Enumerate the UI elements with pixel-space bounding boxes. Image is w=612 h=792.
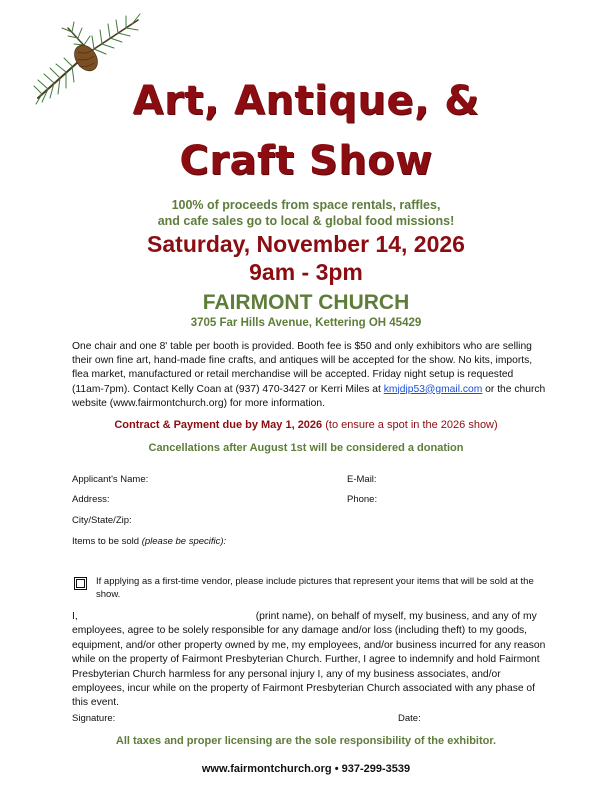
applicant-name-label: Applicant's Name: <box>72 474 149 485</box>
first-time-vendor-text: If applying as a first-time vendor, please include pictures that represent your items that will be sold at the show. <box>96 576 534 600</box>
contract-deadline-bold: Contract & Payment due by May 1, 2026 <box>114 419 323 431</box>
items-label-text: Items to be sold <box>72 536 142 547</box>
contract-deadline-note: (to ensure a spot in the 2026 show) <box>322 419 498 431</box>
church-address: 3705 Far Hills Avenue, Kettering OH 45429 <box>190 317 422 329</box>
title-line-1: Art, Antique, & <box>132 78 480 124</box>
intro-text-end: or the church website (www.fairmontchurch.org) for more information. <box>72 383 546 409</box>
proceeds-line-1: 100% of proceeds from space rentals, raffles, <box>171 198 441 212</box>
footer-contact: www.fairmontchurch.org • 937-299-3539 <box>201 763 411 775</box>
city-state-zip-label: City/State/Zip: <box>72 515 132 526</box>
date-label: Date: <box>398 713 421 724</box>
proceeds-line-2: and cafe sales go to local & global food missions! <box>157 214 455 228</box>
email-link[interactable]: kmjdjp53@gmail.com <box>383 383 483 395</box>
items-label <box>72 536 226 548</box>
items-label-hint: (please be specific): <box>141 536 227 547</box>
proceeds-statement <box>0 197 612 229</box>
email-label: E-Mail: <box>347 474 377 485</box>
signature-label: Signature: <box>72 713 116 724</box>
taxes-note: All taxes and proper licensing are the sole responsibility of the exhibitor. <box>115 735 497 747</box>
event-date: Saturday, November 14, 2026 <box>147 231 465 257</box>
phone-label: Phone: <box>347 494 378 505</box>
address-label: Address: <box>72 494 110 505</box>
intro-text: One chair and one 8' table per booth is provided. Booth fee is $50 and only exhibitors who are selling their own fine art, hand-made fine crafts, and antiques will be accepted for the show. No kits, imports, flea market, manufactured or retail merchandise will be accepted. Friday night setup is requested (11am-7pm). Contact Kelly Coan at (937) 470-3427 or Kerri Miles at <box>72 341 533 395</box>
title-line-2: Craft Show <box>179 138 433 184</box>
contract-deadline <box>0 418 612 432</box>
first-time-vendor-checkbox[interactable] <box>74 577 87 590</box>
event-time: 9am - 3pm <box>249 259 363 285</box>
intro-paragraph <box>72 340 546 411</box>
agreement-paragraph <box>72 610 546 711</box>
cancellation-notice: Cancellations after August 1st will be considered a donation <box>148 442 464 454</box>
agreement-text: (print name), on behalf of myself, my business, and any of my employees, agree to be solely responsible for any damage and/or loss (including theft) to my goods, equipment, and/or other property owned by me, my employees, and/or business incurred for any reason while on the property of Fairmont Presbyterian Church. Further, I agree to indemnify and hold Fairmont Presbyterian Church harmless for any personal injury I, any of my business associates, and/or employees, incur while on the property of Fairmont Presbyterian Church associated with any phase of this event. <box>72 611 546 709</box>
church-name: FAIRMONT CHURCH <box>202 291 410 314</box>
agreement-start: I, <box>72 611 78 622</box>
